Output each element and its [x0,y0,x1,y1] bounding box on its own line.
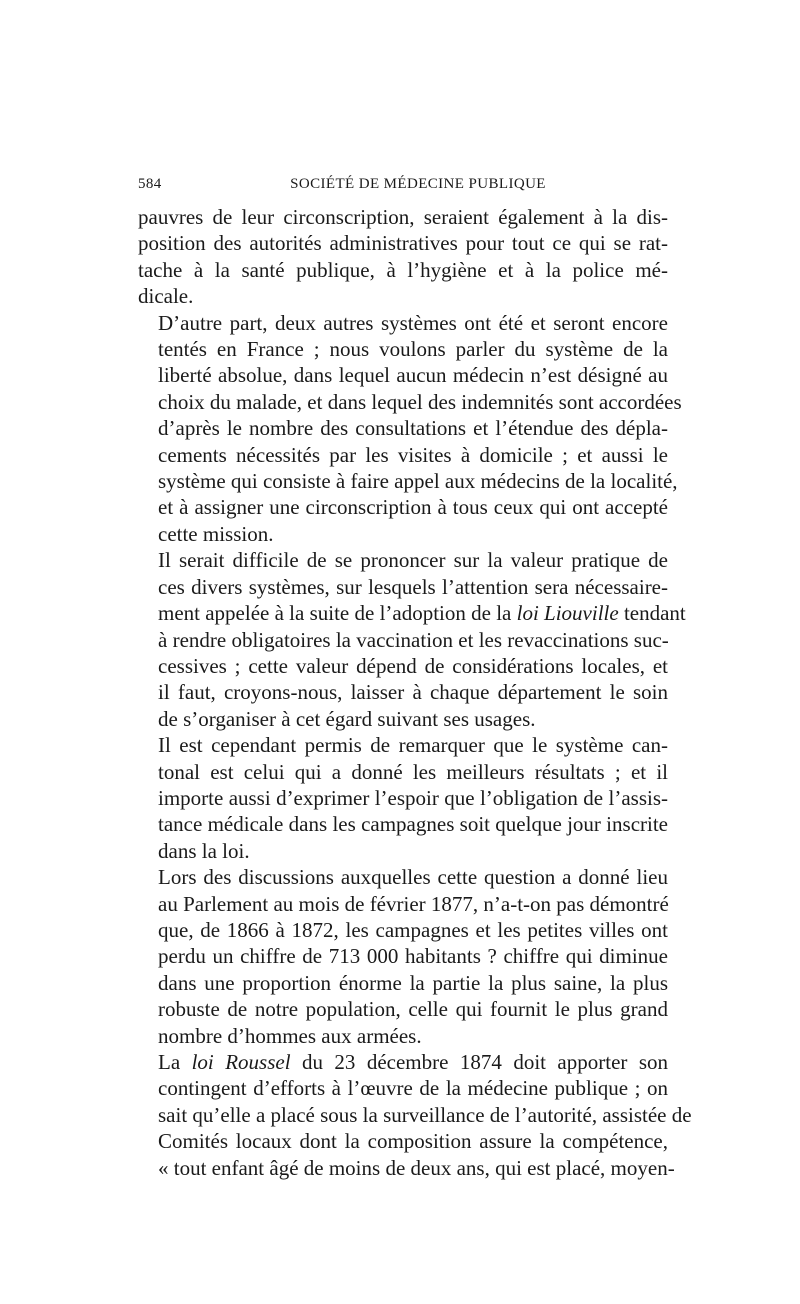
text-line: Il est cependant permis de remarquer que le système can- [158,733,668,758]
text-line: tance médicale dans les campagnes soit quelque jour inscrite [158,812,668,837]
text-line: D’autre part, deux autres systèmes ont été et seront encore [158,310,668,335]
text-line: et à assigner une circonscription à tous ceux qui ont accepté [158,495,668,520]
text-line: que, de 1866 à 1872, les campagnes et les petites villes ont [158,917,668,942]
text-line: à rendre obligatoires la vaccination et les revaccinations suc- [158,627,669,652]
text-line: dicale. [138,284,194,309]
paragraph-6 [138,1049,692,1181]
text-line: ces divers systèmes, sur lesquels l’attention sera nécessaire- [158,574,668,599]
text-line: tentés en France ; nous voulons parler du système de la [158,337,668,362]
text-line: Il serait difficile de se prononcer sur la valeur pratique de [158,548,668,573]
text-line: La loi Roussel du 23 décembre 1874 doit apporter son [158,1050,668,1074]
running-header [138,176,668,200]
text-line: dans une proportion énorme la partie la plus saine, la plus [158,970,668,995]
text-line: Lors des discussions auxquelles cette question a donné lieu [158,865,668,890]
page-number: 584 [138,176,162,192]
paragraph-3 [138,547,686,732]
paragraph-1 [138,204,668,310]
text-line: cette mission. [158,521,274,546]
text-line: « tout enfant âgé de moins de deux ans, qui est placé, moyen- [158,1155,675,1180]
text-line: pauvres de leur circonscription, seraient également à la dis- [138,205,668,229]
text-line: sait qu’elle a placé sous la surveillance de l’autorité, assistée de [158,1102,692,1127]
text-line: robuste de notre population, celle qui fournit le plus grand [158,997,668,1022]
text-line: au Parlement au mois de février 1877, n’a-t-on pas démontré [158,891,669,916]
text-line: il faut, croyons-nous, laisser à chaque département le soin [158,680,668,705]
paragraph-4 [138,732,668,864]
text-line: ment appelée à la suite de l’adoption de la loi Liouville tendant [158,601,686,626]
text-line: choix du malade, et dans lequel des indemnités sont accordées [158,389,682,414]
text-line: de s’organiser à cet égard suivant ses usages. [158,706,536,731]
text-line: liberté absolue, dans lequel aucun médecin n’est désigné au [158,363,668,388]
body-text [138,204,692,1181]
text-line: tonal est celui qui a donné les meilleurs résultats ; et il [158,759,668,784]
text-line: tache à la santé publique, à l’hygiène et à la police mé- [138,257,668,282]
text-line: cements nécessités par les visites à domicile ; et aussi le [158,442,668,467]
paragraph-2 [138,310,682,548]
text-line: système qui consiste à faire appel aux médecins de la localité, [158,469,678,494]
text-line: nombre d’hommes aux armées. [158,1023,422,1048]
text-line: perdu un chiffre de 713 000 habitants ? chiffre qui diminue [158,944,668,969]
law-title: loi Liouville [516,601,619,626]
law-title: loi Roussel [191,1050,291,1074]
text-line: importe aussi d’exprimer l’espoir que l’obligation de l’assis- [158,785,668,810]
running-title: SOCIÉTÉ DE MÉDECINE PUBLIQUE [290,176,546,192]
text-line: Comités locaux dont la composition assure la compétence, [158,1129,668,1154]
text-line: cessives ; cette valeur dépend de considérations locales, et [158,653,668,678]
text-line: dans la loi. [158,838,250,863]
text-line: contingent d’efforts à l’œuvre de la médecine publique ; on [158,1076,668,1101]
paragraph-5 [138,864,668,1049]
text-line: d’après le nombre des consultations et l’étendue des dépla- [158,416,668,441]
text-line: position des autorités administratives pour tout ce qui se rat- [138,231,668,256]
